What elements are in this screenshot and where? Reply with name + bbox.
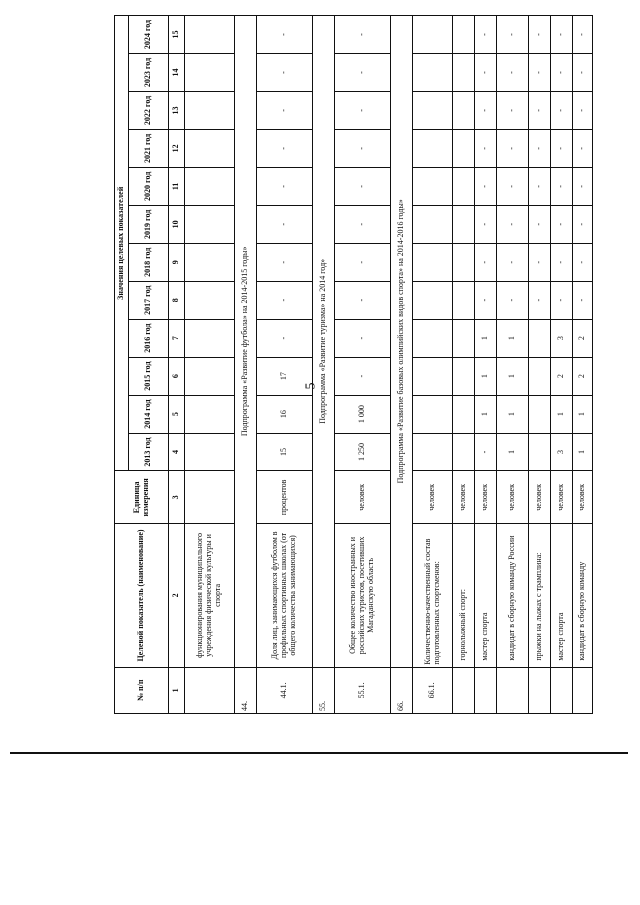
row-value: - xyxy=(529,167,551,205)
col-number: 4 xyxy=(169,433,185,471)
row-value xyxy=(185,16,235,54)
row-value: - xyxy=(475,205,497,243)
row-value xyxy=(185,167,235,205)
column-numbers-row xyxy=(169,16,185,714)
row-value: - xyxy=(551,54,573,92)
row-unit: человек xyxy=(413,471,453,524)
year-2015: 2015 год xyxy=(129,357,169,395)
year-2013: 2013 год xyxy=(129,433,169,471)
row-name: прыжки на лыжах с трамплина: xyxy=(529,524,551,667)
table-row xyxy=(529,16,551,714)
row-value: - xyxy=(257,243,313,281)
col-number: 12 xyxy=(169,129,185,167)
row-value: - xyxy=(529,129,551,167)
row-unit: человек xyxy=(551,471,573,524)
row-value: 3 xyxy=(551,433,573,471)
year-2019: 2019 год xyxy=(129,205,169,243)
table-row xyxy=(453,16,475,714)
row-value: 15 xyxy=(257,433,313,471)
row-value: 1 250 xyxy=(335,433,391,471)
year-2024: 2024 год xyxy=(129,16,169,54)
row-value: 1 xyxy=(475,319,497,357)
row-value: 1 xyxy=(475,357,497,395)
year-2016: 2016 год xyxy=(129,319,169,357)
row-unit: человек xyxy=(335,471,391,524)
row-name: мастер спорта xyxy=(551,524,573,667)
col-number: 5 xyxy=(169,395,185,433)
row-value: - xyxy=(529,54,551,92)
row-value: - xyxy=(335,205,391,243)
row-value: - xyxy=(475,54,497,92)
row-value: - xyxy=(335,243,391,281)
row-value: 1 xyxy=(497,433,529,471)
subprogram-num: 55. xyxy=(313,667,335,713)
row-unit: процентов xyxy=(257,471,313,524)
col-number: 6 xyxy=(169,357,185,395)
year-2018: 2018 год xyxy=(129,243,169,281)
row-num: 44.1. xyxy=(257,667,313,713)
row-value: - xyxy=(573,54,593,92)
row-num: 55.1. xyxy=(335,667,391,713)
row-value: - xyxy=(551,281,573,319)
subprogram-title: Подпрограмма «Развитие туризма» на 2014 год» xyxy=(313,16,335,668)
row-value: 1 xyxy=(551,395,573,433)
row-value: - xyxy=(335,54,391,92)
row-value: - xyxy=(497,167,529,205)
row-value: - xyxy=(335,16,391,54)
year-2017: 2017 год xyxy=(129,281,169,319)
row-value: - xyxy=(257,281,313,319)
row-name: Количественно-качественный состав подготовленных спортсменов: xyxy=(413,524,453,667)
year-2023: 2023 год xyxy=(129,54,169,92)
row-value: - xyxy=(573,16,593,54)
row-value: - xyxy=(497,16,529,54)
row-value: - xyxy=(335,91,391,129)
row-value: - xyxy=(573,91,593,129)
indicators-table xyxy=(114,15,593,714)
row-value xyxy=(185,243,235,281)
row-value: - xyxy=(475,433,497,471)
row-value: - xyxy=(497,91,529,129)
subprogram-row xyxy=(313,16,335,714)
row-value: - xyxy=(573,205,593,243)
row-value: - xyxy=(497,243,529,281)
row-value: - xyxy=(497,129,529,167)
row-value: - xyxy=(335,357,391,395)
row-value: 2 xyxy=(573,319,593,357)
table-row xyxy=(497,16,529,714)
row-name: Общее количество иностранных и российских туристов, посетивших Магаданскую область xyxy=(335,524,391,667)
row-value: 16 xyxy=(257,395,313,433)
col-number: 3 xyxy=(169,471,185,524)
table-row xyxy=(475,16,497,714)
row-value: - xyxy=(475,16,497,54)
row-value xyxy=(185,205,235,243)
subprogram-row xyxy=(391,16,413,714)
row-value: - xyxy=(257,205,313,243)
col-number: 10 xyxy=(169,205,185,243)
col-number: 13 xyxy=(169,91,185,129)
year-2022: 2022 год xyxy=(129,91,169,129)
row-value: - xyxy=(257,129,313,167)
row-value: - xyxy=(529,91,551,129)
subprogram-title: Подпрограмма «Развитие базовых олимпийских видов спорта» на 2014-2016 годы» xyxy=(391,16,413,668)
row-value xyxy=(185,129,235,167)
row-value: 1 xyxy=(497,395,529,433)
page-number: 5 xyxy=(303,382,319,390)
row-value: 1 xyxy=(573,395,593,433)
year-2020: 2020 год xyxy=(129,167,169,205)
row-value: - xyxy=(335,281,391,319)
row-value: - xyxy=(529,243,551,281)
row-name: кандидат в сборную команду xyxy=(573,524,593,667)
row-value xyxy=(185,91,235,129)
row-value: 2 xyxy=(573,357,593,395)
col-number: 14 xyxy=(169,54,185,92)
subprogram-num: 44. xyxy=(235,667,257,713)
row-unit: человек xyxy=(529,471,551,524)
row-value xyxy=(185,319,235,357)
row-value: - xyxy=(573,129,593,167)
row-value: - xyxy=(529,16,551,54)
header-unit: Единица измерения xyxy=(115,471,169,524)
row-name: кандидат в сборную команду России xyxy=(497,524,529,667)
page-divider xyxy=(10,752,628,754)
table-row xyxy=(573,16,593,714)
row-value: - xyxy=(529,281,551,319)
row-name: горнолыжный спорт: xyxy=(453,524,475,667)
row-value: - xyxy=(257,319,313,357)
col-number: 1 xyxy=(169,667,185,713)
header-num: № п/п xyxy=(115,667,169,713)
row-unit: человек xyxy=(573,471,593,524)
year-2014: 2014 год xyxy=(129,395,169,433)
row-value: - xyxy=(257,91,313,129)
row-value: - xyxy=(551,129,573,167)
row-value: - xyxy=(573,167,593,205)
row-unit xyxy=(185,471,235,524)
row-value: - xyxy=(497,205,529,243)
row-value xyxy=(185,395,235,433)
row-value: - xyxy=(475,167,497,205)
row-unit: человек xyxy=(453,471,475,524)
col-number: 15 xyxy=(169,16,185,54)
row-value xyxy=(185,281,235,319)
row-value: - xyxy=(475,91,497,129)
table-row xyxy=(335,16,391,714)
row-value: - xyxy=(257,167,313,205)
row-value xyxy=(185,433,235,471)
row-value: - xyxy=(497,54,529,92)
header-indicator: Целевой показатель (наименование) xyxy=(115,524,169,667)
row-value: - xyxy=(551,167,573,205)
row-value: 17 xyxy=(257,357,313,395)
subprogram-num: 66. xyxy=(391,667,413,713)
row-value: 2 xyxy=(551,357,573,395)
row-value: - xyxy=(551,16,573,54)
row-name: функционирования муниципального учреждения физической культуры и спорта xyxy=(185,524,235,667)
header-values-title: Значения целевых показателей xyxy=(115,16,129,472)
subprogram-title: Подпрограмма «Развитие футбола» на 2014-2015 годы» xyxy=(235,16,257,668)
row-num xyxy=(185,667,235,713)
row-name: мастер спорта xyxy=(475,524,497,667)
table-row xyxy=(413,16,453,714)
table-sheet xyxy=(114,15,587,714)
year-2021: 2021 год xyxy=(129,129,169,167)
row-value: 1 xyxy=(573,433,593,471)
row-value: - xyxy=(257,54,313,92)
row-unit: человек xyxy=(475,471,497,524)
row-value: - xyxy=(573,281,593,319)
row-value: 1 xyxy=(475,395,497,433)
row-value xyxy=(185,357,235,395)
row-value: - xyxy=(475,281,497,319)
subprogram-row xyxy=(235,16,257,714)
col-number: 8 xyxy=(169,281,185,319)
row-value: - xyxy=(335,129,391,167)
row-value: - xyxy=(475,129,497,167)
row-value: - xyxy=(551,243,573,281)
row-name: Доля лиц, занимающихся футболом в профильных спортивных школах (от общего количества занимающихся) xyxy=(257,524,313,667)
table-row xyxy=(185,16,235,714)
row-value: - xyxy=(257,16,313,54)
row-value: - xyxy=(529,205,551,243)
row-value: 3 xyxy=(551,319,573,357)
table-header-row xyxy=(115,16,129,714)
table-row xyxy=(257,16,313,714)
row-value: - xyxy=(475,243,497,281)
row-value: - xyxy=(497,281,529,319)
row-num: 66.1. xyxy=(413,667,453,713)
row-value: 1 xyxy=(497,319,529,357)
col-number: 7 xyxy=(169,319,185,357)
col-number: 9 xyxy=(169,243,185,281)
row-value: - xyxy=(573,243,593,281)
row-unit: человек xyxy=(497,471,529,524)
table-row xyxy=(551,16,573,714)
row-value: - xyxy=(551,205,573,243)
col-number: 11 xyxy=(169,167,185,205)
row-value: - xyxy=(335,319,391,357)
row-value: 1 000 xyxy=(335,395,391,433)
row-value xyxy=(185,54,235,92)
col-number: 2 xyxy=(169,524,185,667)
row-value: - xyxy=(335,167,391,205)
row-value: 1 xyxy=(497,357,529,395)
row-value: - xyxy=(551,91,573,129)
